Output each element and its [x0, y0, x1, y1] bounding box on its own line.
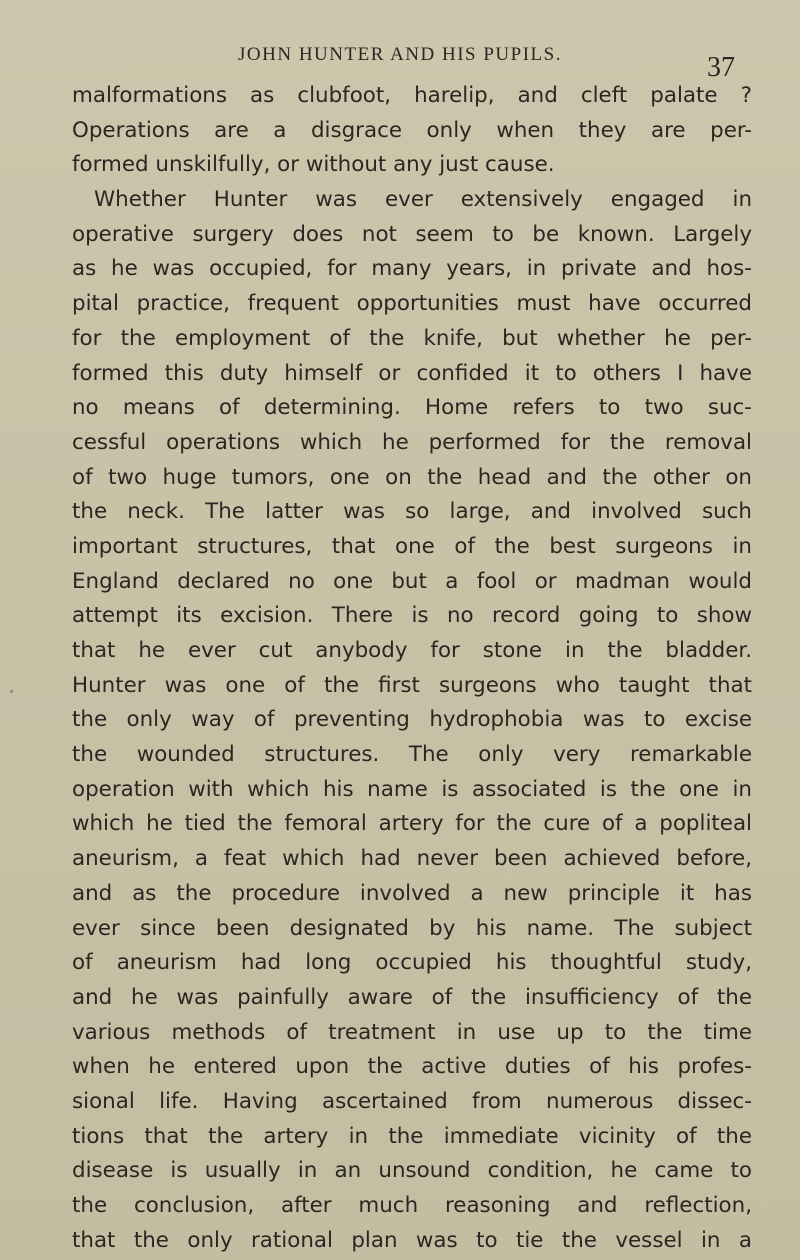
text-line: pital practice, frequent opportunities must have occurred	[72, 291, 752, 317]
text-line: England declared no one but a fool or madman would	[72, 568, 752, 594]
text-line: the wounded structures. The only very remarkable	[72, 742, 752, 768]
text-line: which he tied the femoral artery for the cure of a popliteal	[72, 811, 752, 837]
text-line: sional life. Having ascertained from numerous dissec-	[72, 1088, 752, 1114]
margin-speck	[10, 690, 13, 693]
text-line: when he entered upon the active duties of his profes-	[72, 1054, 752, 1080]
text-line: and as the procedure involved a new principle it has	[72, 880, 752, 906]
text-line: that the only rational plan was to tie the vessel in a	[72, 1227, 752, 1253]
text-line: cessful operations which he performed for the removal	[72, 429, 752, 455]
running-header-title: JOHN HUNTER AND HIS PUPILS.	[238, 44, 562, 65]
text-line: as he was occupied, for many years, in private and hos-	[72, 256, 752, 282]
text-line: that he ever cut anybody for stone in the bladder.	[72, 638, 752, 663]
page-number: 37	[707, 52, 735, 83]
text-line: for the employment of the knife, but whether he per-	[72, 325, 752, 351]
text-line: aneurism, a feat which had never been achieved before,	[72, 846, 752, 872]
text-line: attempt its excision. There is no record going to show	[72, 603, 752, 629]
text-line: important structures, that one of the best surgeons in	[72, 533, 752, 559]
text-line: Hunter was one of the first surgeons who taught that	[72, 672, 752, 698]
text-line: Whether Hunter was ever extensively engaged in	[94, 187, 752, 213]
text-line: various methods of treatment in use up to the time	[72, 1019, 752, 1045]
text-line: formed unskilfully, or without any just cause.	[72, 152, 555, 178]
text-line: the neck. The latter was so large, and involved such	[72, 499, 752, 525]
text-line: Operations are a disgrace only when they are per-	[72, 117, 752, 143]
text-line: tions that the artery in the immediate vicinity of the	[72, 1123, 752, 1149]
text-line: and he was painfully aware of the insufficiency of the	[72, 984, 752, 1010]
text-line: no means of determining. Home refers to two suc-	[72, 395, 752, 421]
text-line: disease is usually in an unsound condition, he came to	[72, 1158, 752, 1184]
text-line: of aneurism had long occupied his thoughtful study,	[72, 950, 752, 976]
text-line: of two huge tumors, one on the head and the other on	[72, 464, 752, 490]
text-line: operation with which his name is associated is the one in	[72, 776, 752, 802]
text-line: malformations as clubfoot, harelip, and cleft palate ?	[72, 83, 752, 108]
text-line: formed this duty himself or confided it to others I have	[72, 360, 752, 386]
text-line: ever since been designated by his name. The subject	[72, 915, 752, 941]
text-line: operative surgery does not seem to be known. Largely	[72, 221, 752, 247]
text-line: the only way of preventing hydrophobia was to excise	[72, 707, 752, 733]
body-text	[72, 79, 752, 1258]
text-line: the conclusion, after much reasoning and reflection,	[72, 1193, 752, 1218]
